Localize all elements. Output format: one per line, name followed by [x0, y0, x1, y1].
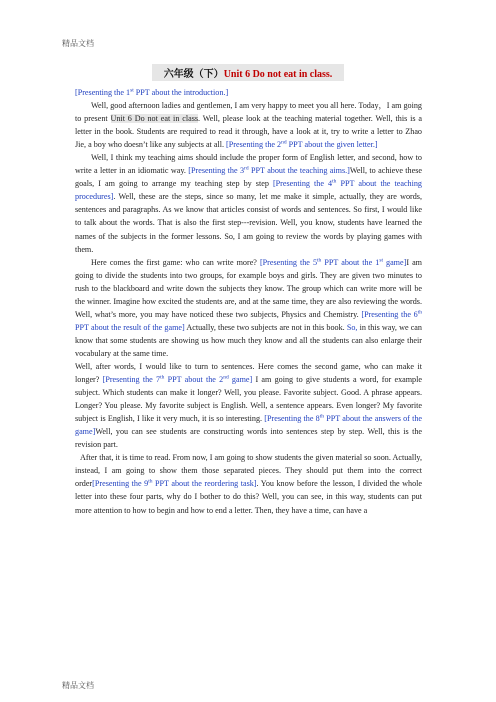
document-title-wrap [0, 64, 496, 82]
ppt-cue-1: [Presenting the 1st PPT about the introduction.] [75, 87, 229, 97]
page-footer: 精品文档 [62, 681, 94, 690]
ppt-cue-8: [Presenting the 8th PPT about the answers of the game] [75, 413, 423, 437]
ppt-cue-6: [Presenting the 6th PPT about the result of the game] [75, 309, 422, 332]
ppt-cue-so: So, [346, 322, 358, 332]
paragraph-3: Well, I think my teaching aims should include the proper form of English letter, and second, how to write a letter in an idiomatic way. [Presenting the 3rd PPT about the teaching aims.]Well, to achieve these goals, I am going to arrange my teaching step by step [Presenting the 4th PPT about the teaching procedures]. Well, these are the steps, since so many, let me make it simple, actually, they are words, sentences and paragraphs. As we know that articles consist of words and sentences. So first, I would like to talk about the words. That is also the first step---revision. Well, you know, students have learned the names of the subjects in the former lessons. So, I am going to review the words by playing games with them. [75, 153, 422, 254]
paragraph-5: Well, after words, I would like to turn to sentences. Here comes the second game, who can make it longer? [Presenting the 7th PPT about the 2nd game] I am going to give students a word, for example subject. Which students can make it longer? Well, you please. Favorite subject. Good. A phrase appears. Longer? You please. My favorite subject is English. Well, a sentence appears. Even longer? My favorite subject is English, I like it very much, it is so interesting. [Presenting the 8th PPT about the answers of the game]Well, you can see students are constructing words into sentences step by step. Well, this is the revision part. [75, 361, 423, 450]
paragraph-2: Well, good afternoon ladies and gentlemen, I am very happy to meet you all here. Today，I am going to present Unit 6 Do not eat in class. Well, please look at the teaching material together. Well, this is a letter in the book. Students are required to read it through, have a look at it, try to write a letter to Zhao Jie, a boy who doesn’t like any subjects at all. [Presenting the 2nd PPT about the given letter.] [75, 101, 422, 150]
title-english: Unit 6 Do not eat in class. [223, 69, 333, 80]
title-chinese: 六年级（下） [163, 69, 224, 80]
paragraph-4: Here comes the first game: who can write more? [Presenting the 5th PPT about the 1st game]I am going to divide the students into two groups, for example boys and girls. They are given two minutes to rush to the blackboard and write down the subjects they know. The group which can write more will be the winner. Imagine how excited the students are, and at the same time, they are also reviewing the words. Well, what’s more, you may have noticed these two subjects, Physics and Chemistry. [Presenting the 6th PPT about the result of the game] Actually, these two subjects are not in this book. So, in this way, we can know that some students are showing us how much they know and all the students can also enlarge their vocabulary at the same time. [75, 256, 422, 358]
page-header: 精品文档 [62, 39, 94, 48]
document-title [152, 64, 345, 81]
highlighted-unit-title: Unit 6 Do not eat in class [110, 114, 199, 124]
ppt-cue-9: [Presenting the 9th PPT about the reordering task] [92, 478, 257, 489]
ppt-cue-3: [Presenting the 3rd PPT about the teaching aims.] [188, 165, 350, 176]
ppt-cue-4: [Presenting the 4th PPT about the teaching procedures] [75, 178, 422, 202]
paragraph-1 [75, 86, 422, 99]
document-body [75, 86, 422, 517]
ppt-cue-2: [Presenting the 2nd PPT about the given letter.] [226, 139, 378, 150]
paragraph-6: After that, it is time to read. From now, I am going to show students the given material so soon. Actually, instead, I am going to show them those separated pieces. They should put them into the correct order[Presenting the 9th PPT about the reordering task]. You know before the lesson, I divided the whole letter into these four parts, why do I bother to do this? Well, you can see, in this way, students can put more attention to how to begin and how to end a letter. Then, they have a time, can have a [75, 453, 422, 515]
ppt-cue-7: [Presenting the 7th PPT about the 2nd game] [102, 374, 253, 385]
ppt-cue-5: [Presenting the 5th PPT about the 1st game] [259, 256, 407, 267]
